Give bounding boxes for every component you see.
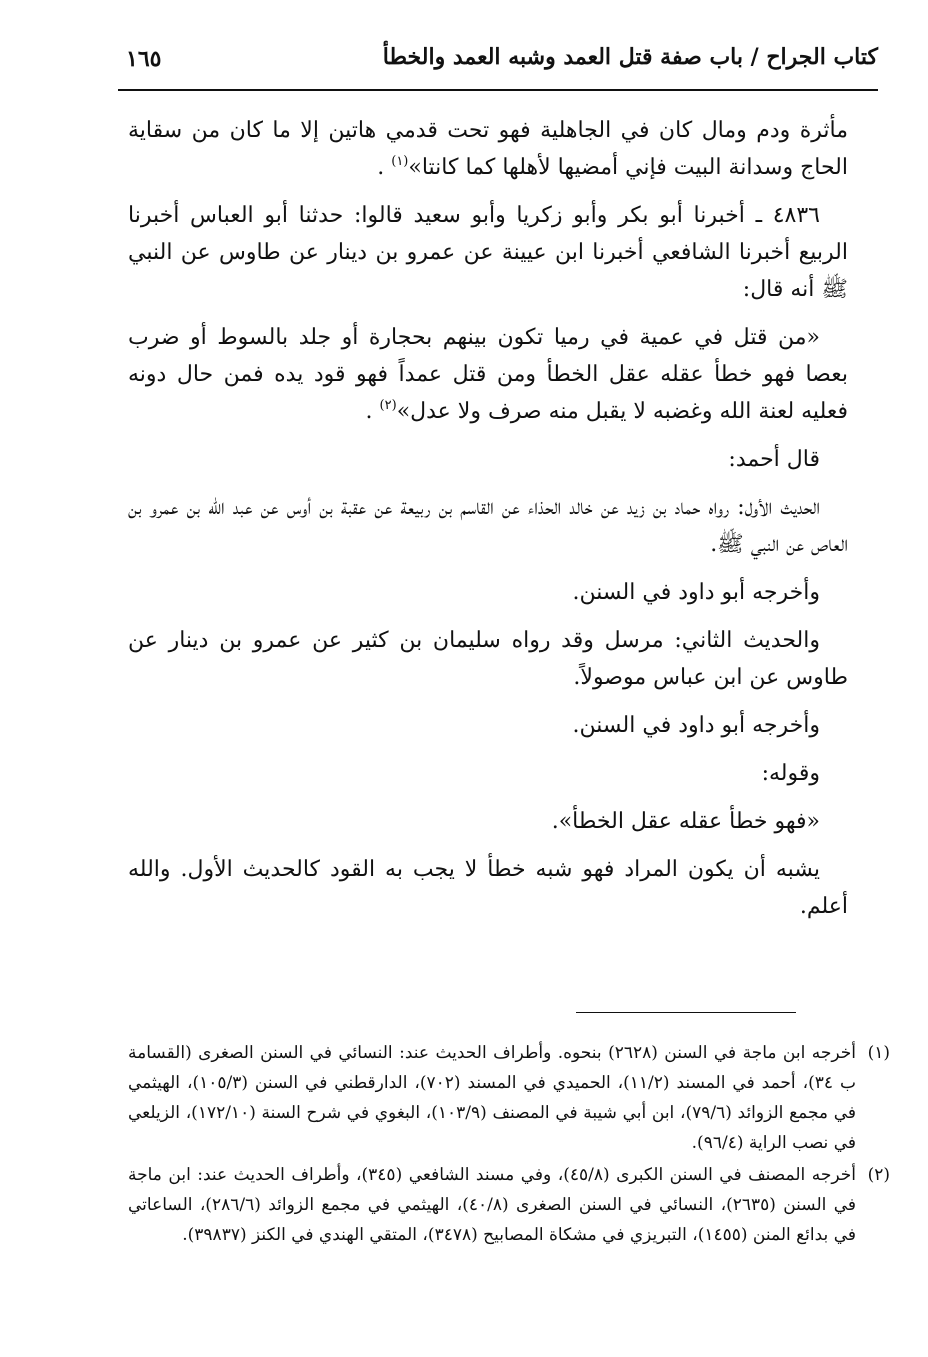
hadith-quote-text: «من قتل في عمية في رميا تكون بينهم بحجارة أو جلد بالسوط أو ضرب بعصا فهو خطأ عقله عقل الخطأ ومن قتل عمداً فهو قود يده فمن حال دونه فعليه لعنة الله وغضبه لا يقبل منه صرف ولا عدل» — [128, 325, 848, 424]
footnote-separator — [576, 1012, 796, 1013]
page-number: ١٦٥ — [126, 46, 162, 72]
paragraph-1-text: مأثرة ودم ومال كان في الجاهلية فهو تحت قدمي هاتين إلا ما كان من سقاية الحاج وسدانة البيت فإني أمضيها لأهلها كما كانتا» — [128, 118, 848, 180]
abu-dawud-note-1: وأخرجه أبو داود في السنن. — [572, 580, 820, 605]
paragraph-1 — [128, 112, 848, 186]
running-title: كتاب الجراح / باب صفة قتل العمد وشبه العمد والخطأ — [382, 44, 878, 70]
footnote-text: أخرجه ابن ماجة في السنن (٢٦٢٨) بنحوه. وأطراف الحديث عند: النسائي في السنن الصغرى (القسامة ب ٣٤)، أحمد في المسند (١١/٢)، الحميدي في المسند (٧٠٢)، الدارقطني في السنن (١٠٥/٣)، الهيثمي في مجمع الزوائد (٧٩/٦)، ابن أبي شيبة في المصنف (١٠٣/٩)، البغوي في شرح السنة (١٧٢/١٠)، الزيلعي في نصب الراية (٩٦/٤). — [128, 1043, 856, 1153]
footnote-number: (١) — [867, 1043, 890, 1063]
paragraph-1-end: . — [377, 155, 392, 180]
footnote-2 — [128, 1160, 890, 1250]
footnote-text: أخرجه المصنف في السنن الكبرى (٤٥/٨)، وفي مسند الشافعي (٣٤٥)، وأطراف الحديث عند: ابن ماجة في السنن (٢٦٣٥)، النسائي في السنن الصغرى (٤٠/٨)، الهيثمي في مجمع الزوائد (٢٨٦/٦)، الساعاتي في بدائع المنن (١٤٥٥)، التبريزي في مشكاة المصابيح (٣٤٧٨)، المتقي الهندي في الكنز (٣٩٨٣٧). — [128, 1165, 857, 1245]
footnote-ref-2: (٢) — [379, 398, 397, 413]
first-hadith-note: الحديث الأول: رواه حماد بن زيد عن خالد الحذاء عن القاسم بن ربيعة عن عقبة بن أوس عن عبد الله بن عمرو بن العاص عن النبي ﷺ. — [128, 495, 848, 557]
header-rule — [118, 89, 878, 91]
footnotes — [128, 1038, 890, 1252]
page-header — [118, 44, 878, 90]
footnote-number: (٢) — [867, 1165, 890, 1185]
footnote-ref-1: (١) — [391, 154, 409, 169]
qala-ahmad: قال أحمد: — [728, 447, 820, 472]
hadith-quote-end: . — [365, 399, 380, 424]
quoted-phrase: «فهو خطأ عقله عقل الخطأ». — [551, 809, 820, 834]
hadith-4836: ٤٨٣٦ ـ أخبرنا أبو بكر وأبو زكريا وأبو سعيد قالوا: حدثنا أبو العباس أخبرنا الربيع أخبرنا الشافعي أخبرنا ابن عيينة عن عمرو بن دينار عن طاوس عن النبي ﷺ أنه قال: — [128, 203, 848, 302]
main-text — [128, 112, 848, 936]
second-hadith-note: والحديث الثاني: مرسل وقد رواه سليمان بن كثير عن عمرو بن دينار عن طاوس عن ابن عباس موصولاً. — [128, 628, 848, 690]
abu-dawud-note-2: وأخرجه أبو داود في السنن. — [572, 713, 820, 738]
wa-qawluhu: وقوله: — [761, 761, 820, 786]
closing-commentary: يشبه أن يكون المراد فهو شبه خطأ لا يجب به القود كالحديث الأول. والله أعلم. — [128, 857, 848, 919]
hadith-text-quote — [128, 319, 848, 430]
footnote-1 — [128, 1038, 890, 1158]
